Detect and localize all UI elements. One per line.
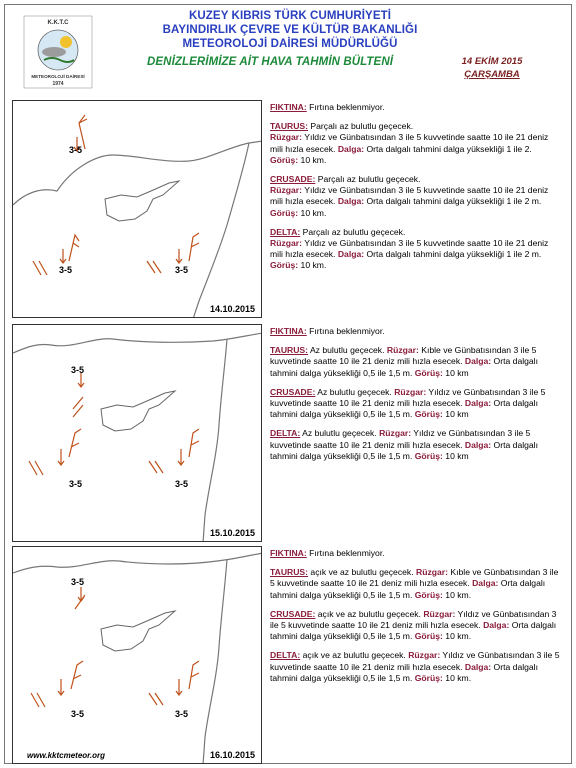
map-date-day1: 14.10.2015 (209, 304, 255, 314)
header-department: METEOROLOJİ DAİRESİ MÜDÜRLÜĞÜ (182, 38, 398, 50)
wave-label-crusade-day1: 3-5 (59, 265, 73, 275)
cyprus-outline-day1 (105, 181, 179, 221)
cyprus-outline-day2 (101, 391, 175, 431)
wave-label-crusade-day2: 3-5 (69, 479, 83, 489)
wave-label-taurus-day1: 3-5 (69, 145, 83, 155)
fiktina-forecast-day3: FIKTINA: Fırtına beklenmiyor. (270, 548, 385, 558)
wave-label-delta-day1: 3-5 (175, 265, 189, 275)
wave-label-crusade-day3: 3-5 (71, 709, 85, 719)
wave-label-delta-day3: 3-5 (175, 709, 189, 719)
sea-map-day2 (13, 325, 262, 542)
sea-map-day1 (13, 101, 262, 318)
logo-bottom-text: METEOROLOJİ DAİRESİ (31, 74, 85, 79)
fiktina-forecast-day1: FIKTINA: Fırtına beklenmiyor. (270, 102, 385, 112)
logo-top-text: K.K.T.C (47, 20, 69, 26)
logo-year: 1974 (52, 81, 64, 87)
fiktina-forecast-day2: FIKTINA: Fırtına beklenmiyor. (270, 326, 385, 336)
meteorology-logo (22, 14, 94, 90)
bulletin-date: 14 EKİM 2015 (461, 56, 523, 67)
wave-arrow-crusade-day1 (60, 249, 66, 263)
bulletin-title: DENİZLERİMİZE AİT HAVA TAHMİN BÜLTENİ (146, 56, 394, 68)
wind-arrow-crusade-day3 (31, 661, 83, 707)
taurus-forecast-day3: TAURUS: açık ve az bulutlu geçecek. Rüzgar: Kıble ve Günbatısından 3 ile 5 kuvvetinde saatte 10 ile 21 deniz mili hızla esecek. Dalga: Orta dalgalı tahmini dalga yüksekliği 0,5 ile 1,5 m. Görüş: 10 km. (270, 567, 559, 600)
wind-arrow-crusade-day1 (33, 235, 79, 275)
website-link[interactable]: www.kktcmeteor.org (27, 751, 105, 760)
wind-arrow-delta-day1 (147, 233, 199, 273)
header-country: KUZEY KIBRIS TÜRK CUMHURİYETİ (188, 10, 392, 22)
forecast-map-day1 (12, 100, 262, 318)
crusade-forecast-day1: CRUSADE: Parçalı az bulutlu geçecek. Rüzgar: Yıldız ve Günbatısından 3 ile 5 kuvvetinde saatte 10 ile 21 deniz mili hızla esecek. Dalga: Orta dalgalı tahmini dalga yüksekliği 1 ile 2 m. Görüş: 10 km. (270, 174, 549, 218)
sea-map-day3 (13, 547, 262, 764)
crusade-forecast-day2: CRUSADE: Az bulutlu geçecek. Rüzgar: Yıldız ve Günbatısından 3 ile 5 kuvvetinde saatte 10 ile 21 deniz mili hızla esecek. Dalga: Orta dalgalı tahmini dalga yüksekliği 0,5 ile 1,5 m. Görüş: 10 km (270, 386, 546, 420)
forecast-map-day3 (12, 546, 262, 764)
delta-forecast-day3: DELTA: açık ve az bulutlu geçecek. Rüzgar: Yıldız ve Günbatısından 3 ile 5 kuvvetinde saatte 10 ile 21 deniz mili hızla esecek. Dalga: Orta dalgalı tahmini dalga yüksekliği 0,5 ile 1,5 m. Görüş: 10 km. (270, 650, 560, 683)
map-date-day3: 16.10.2015 (209, 750, 255, 760)
cyprus-outline-day3 (101, 611, 175, 651)
forecast-text-day2 (270, 326, 562, 470)
delta-forecast-day2: DELTA: Az bulutlu geçecek. Rüzgar: Yıldız ve Günbatısından 3 ile 5 kuvvetinde saatte 10 ile 21 deniz mili hızla esecek. Dalga: Orta dalgalı tahmini dalga yüksekliği 0,5 ile 1,5 m. Görüş: 10 km (270, 428, 538, 461)
wave-label-taurus-day2: 3-5 (71, 365, 85, 375)
wave-arrow-delta-day3 (176, 679, 182, 695)
wind-arrow-taurus-day2 (73, 373, 84, 417)
wind-arrow-crusade-day2 (29, 429, 81, 475)
bulletin-weekday: ÇARŞAMBA (464, 69, 520, 80)
wave-label-taurus-day3: 3-5 (71, 577, 85, 587)
forecast-text-day3 (270, 548, 562, 692)
wave-arrow-crusade-day2 (58, 449, 64, 465)
delta-forecast-day1: DELTA: Parçalı az bulutlu geçecek. Rüzgar: Yıldız ve Günbatısından 3 ile 5 kuvvetinde saatte 10 ile 21 deniz mili hızla esecek. Dalga: Orta dalgalı tahmini dalga yüksekliği 1 ile 2 m. Görüş: 10 km. (270, 226, 549, 271)
wave-arrow-delta-day1 (176, 249, 182, 263)
map-date-day2: 15.10.2015 (209, 528, 255, 538)
wind-arrow-delta-day3 (149, 661, 199, 705)
crusade-forecast-day3: CRUSADE: açık ve az bulutlu geçecek. Rüzgar: Yıldız ve Günbatısından 3 ile 5 kuvvetinde saatte 10 ile 21 deniz mili hızla esecek. Dalga: Orta dalgalı tahmini dalga yüksekliği 0,5 ile 1,5 m. Görüş: 10 km. (270, 608, 557, 642)
wind-arrow-taurus-day1 (79, 115, 87, 149)
wave-label-delta-day2: 3-5 (175, 479, 189, 489)
header-ministry: BAYINDIRLIK ÇEVRE VE KÜLTÜR BAKANLIĞI (162, 24, 418, 36)
wind-arrow-delta-day2 (149, 429, 199, 473)
wind-arrow-taurus-day3 (75, 587, 85, 609)
wave-arrow-crusade-day3 (58, 679, 64, 695)
taurus-forecast-day1: TAURUS: Parçalı az bulutlu geçecek. Rüzgar: Yıldız ve Günbatısından 3 ile 5 kuvvetinde saatte 10 ile 21 deniz mili hızla esecek. Dalga: Orta dalgalı tahmini dalga yüksekliği 1 ile 2. Görüş: 10 km. (270, 121, 549, 165)
forecast-map-day2 (12, 324, 262, 542)
taurus-forecast-day2: TAURUS: Az bulutlu geçecek. Rüzgar: Kıble ve Günbatısından 3 ile 5 kuvvetinde saatte 10 ile 21 deniz mili hızla esecek. Dalga: Orta dalgalı tahmini dalga yüksekliği 0,5 ile 1,5 m. Görüş: 10 km (270, 345, 538, 378)
forecast-text-day1 (270, 102, 562, 280)
wave-arrow-delta-day2 (178, 449, 184, 465)
